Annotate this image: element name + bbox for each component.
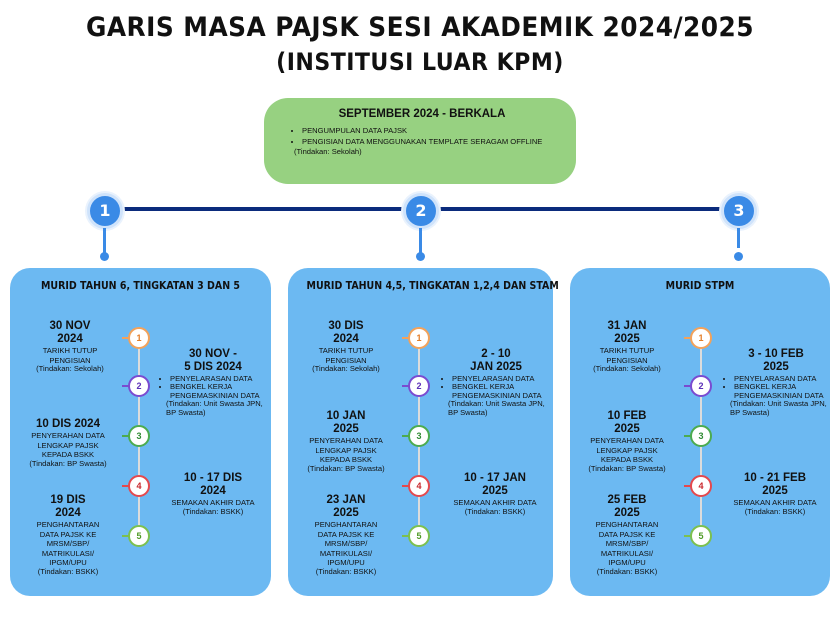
step-desc: MRSM/SBP/ (324, 539, 368, 549)
step-circle-5: 5 (690, 525, 712, 547)
step-date: 2 - 10 (481, 348, 511, 360)
step-action: (Tindakan: BP Swasta) (307, 463, 385, 473)
step-action: (Tindakan: BSKK) (37, 566, 99, 576)
step-desc: PENGISIAN (325, 355, 367, 365)
step-date: 30 NOV - (189, 348, 237, 360)
step-circle-2: 2 (408, 375, 430, 397)
step-date: 10 FEB (607, 410, 647, 422)
connector-dot-2 (416, 252, 425, 261)
step-circle-4: 4 (408, 475, 430, 497)
step-desc: SEMAKAN AKHIR DATA (171, 498, 255, 507)
step-desc: PENGISIAN (49, 355, 91, 365)
step-bullets (160, 375, 266, 400)
step-date: 2024 (55, 507, 81, 519)
step-desc: PENYERAHAN DATA (309, 436, 383, 445)
step-date: 10 DIS 2024 (36, 418, 100, 430)
step3-block (574, 410, 680, 473)
step-date: 2024 (200, 485, 226, 497)
step-desc: KEPADA BSKK (41, 450, 95, 460)
step4-block (722, 472, 828, 516)
step-desc: MATRIKULASI/ (600, 548, 654, 558)
step-date: 10 - 21 FEB (744, 472, 806, 484)
step-desc: MATRIKULASI/ (319, 548, 373, 558)
september-heading: SEPTEMBER 2024 - BERKALA (338, 108, 506, 120)
step-circle-2: 2 (128, 375, 150, 397)
step-desc: PENGISIAN (606, 355, 648, 365)
step4-block (440, 472, 550, 516)
step5-block (294, 494, 398, 577)
step4-block (160, 472, 266, 516)
step3-block (14, 418, 122, 468)
step-desc: DATA PAJSK KE (39, 529, 97, 539)
step-desc: LENGKAP PAJSK (596, 445, 658, 455)
step-circle-2: 2 (690, 375, 712, 397)
step-action: (Tindakan: Unit Swasta JPN, BP Swasta) (166, 399, 263, 417)
connector-badge-1: 1 (87, 193, 123, 229)
step-desc: LENGKAP PAJSK (37, 440, 99, 450)
step-action: (Tindakan: BSKK) (315, 566, 377, 576)
step-desc: SEMAKAN AKHIR DATA (733, 498, 817, 507)
step-bullets (724, 375, 828, 400)
connector-drop-3 (737, 228, 740, 248)
step-desc: IPGM/UPU (608, 558, 646, 568)
step-desc: KEPADA BSKK (600, 455, 654, 465)
panel-title: MURID TAHUN 6, TINGKATAN 3 DAN 5 (40, 279, 241, 292)
step-date: 2025 (614, 423, 640, 435)
step1-block (18, 320, 122, 374)
connector-dot-1 (100, 252, 109, 261)
step-desc: TARIKH TUTUP (599, 346, 655, 355)
step5-block (16, 494, 120, 577)
step-desc: MATRIKULASI/ (41, 548, 95, 558)
step-circle-4: 4 (690, 475, 712, 497)
step-action: (Tindakan: Sekolah) (312, 364, 380, 374)
step1-block (574, 320, 680, 374)
step2-block (442, 348, 550, 417)
step-circle-5: 5 (408, 525, 430, 547)
step-bullet: • PENYELARASAN DATA (452, 375, 550, 383)
panel-title: MURID STPM (665, 279, 735, 292)
step-action: (Tindakan: BSKK) (464, 506, 526, 516)
step-circle-4: 4 (128, 475, 150, 497)
subtitle: (INSTITUSI LUAR KPM) (276, 48, 564, 76)
step-circle-1: 1 (690, 327, 712, 349)
step-action: (Tindakan: Sekolah) (36, 364, 104, 374)
step-desc: PENYERAHAN DATA (590, 436, 664, 445)
step-date: 2024 (57, 333, 83, 345)
step2-block (724, 348, 828, 417)
step-action: (Tindakan: BSKK) (596, 566, 658, 576)
step-circle-3: 3 (690, 425, 712, 447)
step-circle-3: 3 (408, 425, 430, 447)
step-desc: PENGHANTARAN (36, 520, 100, 529)
step-bullet: • BENGKEL KERJA PENGEMASKINIAN DATA (170, 383, 266, 400)
connector-dot-3 (734, 252, 743, 261)
step-circle-1: 1 (128, 327, 150, 349)
step-date: 30 NOV (49, 320, 91, 332)
step-date: 10 - 17 JAN (463, 472, 526, 484)
step-circle-1: 1 (408, 327, 430, 349)
step-desc: TARIKH TUTUP (42, 346, 98, 355)
step-action: (Tindakan: BSKK) (182, 506, 244, 516)
step-action: (Tindakan: Unit Swasta JPN, BP Swasta) (730, 399, 827, 417)
step-desc: PENGHANTARAN (314, 520, 378, 529)
step-date: 10 JAN (326, 410, 366, 422)
step-date: 25 FEB (607, 494, 647, 506)
step-date: 2025 (333, 507, 359, 519)
step-circle-5: 5 (128, 525, 150, 547)
step-desc: DATA PAJSK KE (317, 529, 375, 539)
step-date: 2025 (614, 507, 640, 519)
step-desc: IPGM/UPU (327, 558, 365, 568)
step-bullet: • BENGKEL KERJA PENGEMASKINIAN DATA (452, 383, 550, 400)
step-date: 10 - 17 DIS (183, 472, 243, 484)
step-date: 5 DIS 2024 (184, 361, 242, 373)
step-bullet: • BENGKEL KERJA PENGEMASKINIAN DATA (734, 383, 828, 400)
step-date: 30 DIS (328, 320, 364, 332)
september-item: • PENGISIAN DATA MENGGUNAKAN TEMPLATE SERAGAM OFFLINE (302, 137, 558, 147)
step-date: 3 - 10 FEB (748, 348, 804, 360)
step2-block (160, 348, 266, 417)
september-action: (Tindakan: Sekolah) (294, 147, 362, 156)
step-date: 31 JAN (607, 320, 647, 332)
step-date: 2025 (614, 333, 640, 345)
step-date: 2025 (482, 485, 508, 497)
connector-drop-1 (103, 228, 106, 254)
step-action: (Tindakan: BP Swasta) (29, 458, 107, 468)
connector-drop-2 (419, 228, 422, 254)
step-date: 23 JAN (326, 494, 366, 506)
step-action: (Tindakan: Sekolah) (593, 364, 661, 374)
step1-block (292, 320, 400, 374)
step-desc: IPGM/UPU (49, 558, 87, 568)
step-date: 2025 (762, 485, 788, 497)
step-bullets (442, 375, 550, 400)
step-date: 19 DIS (50, 494, 86, 506)
step-desc: PENGHANTARAN (595, 520, 659, 529)
step-date: 2025 (763, 361, 789, 373)
step-action: (Tindakan: BSKK) (744, 506, 806, 516)
step-desc: LENGKAP PAJSK (315, 445, 377, 455)
step-date: JAN 2025 (470, 361, 522, 373)
step-date: 2024 (333, 333, 359, 345)
connector-badge-2: 2 (403, 193, 439, 229)
step-desc: KEPADA BSKK (319, 455, 373, 465)
september-item: • PENGUMPULAN DATA PAJSK (302, 126, 558, 136)
main-title: GARIS MASA PAJSK SESI AKADEMIK 2024/2025 (86, 12, 754, 43)
step-circle-3: 3 (128, 425, 150, 447)
step-desc: MRSM/SBP/ (605, 539, 649, 549)
step-desc: DATA PAJSK KE (598, 529, 656, 539)
september-list (286, 126, 558, 147)
step-bullet: • PENYELARASAN DATA (170, 375, 266, 383)
step-desc: PENYERAHAN DATA (31, 431, 105, 440)
step-desc: MRSM/SBP/ (46, 539, 90, 549)
step5-block (576, 494, 678, 577)
step-desc: SEMAKAN AKHIR DATA (453, 498, 537, 507)
september-box (264, 98, 576, 184)
step-action: (Tindakan: BP Swasta) (588, 463, 666, 473)
step-desc: TARIKH TUTUP (318, 346, 374, 355)
step3-block (292, 410, 400, 473)
step-bullet: • PENYELARASAN DATA (734, 375, 828, 383)
connector-badge-3: 3 (721, 193, 757, 229)
step-action: (Tindakan: Unit Swasta JPN, BP Swasta) (448, 399, 545, 417)
panel-title: MURID TAHUN 4,5, TINGKATAN 1,2,4 DAN STAM (306, 279, 559, 292)
step-date: 2025 (333, 423, 359, 435)
